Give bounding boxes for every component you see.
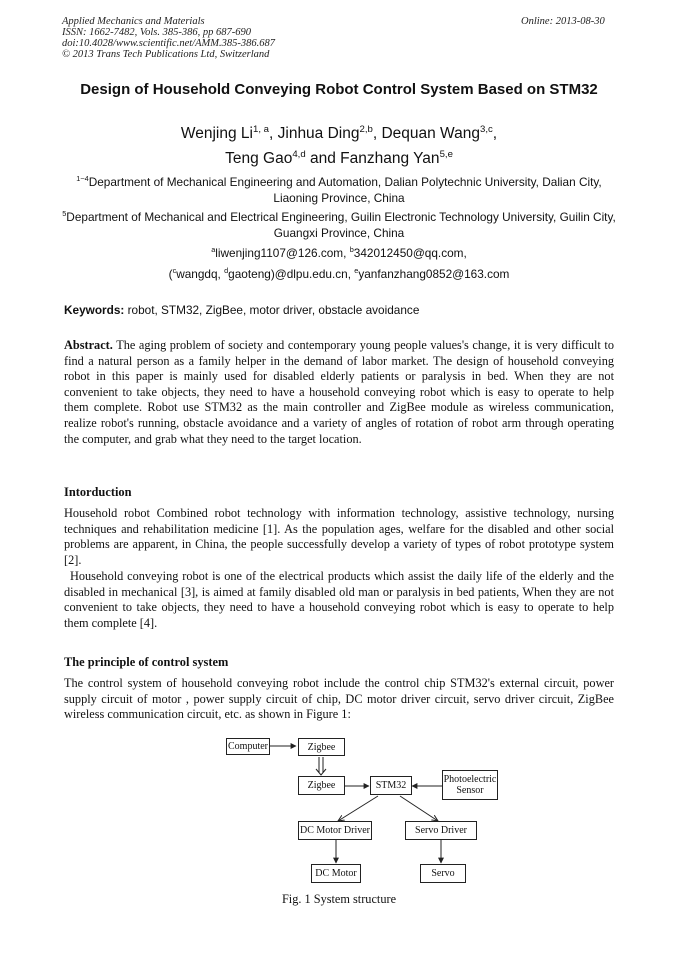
email: yanfanzhang0852@163.com (358, 267, 510, 281)
wireless-link-head (316, 769, 326, 775)
photo-line-1: Photoelectric (443, 774, 497, 785)
paren: ( (168, 267, 173, 281)
affiliation-2 (60, 209, 618, 241)
emails-line-2 (60, 266, 618, 282)
system-structure-figure (220, 730, 520, 890)
author-name: Wenjing Li (180, 125, 253, 142)
email-sup: a (211, 245, 216, 255)
keywords-label: Keywords: (64, 303, 125, 317)
box-stm32: STM32 (370, 776, 412, 795)
author-conjunction: and (309, 150, 336, 167)
affiliation-text: Department of Mechanical Engineering and Automation, Dalian Polytechnic University, Dalian City, Liaoning Province, China (88, 175, 602, 205)
figure-caption: Fig. 1 System structure (281, 892, 397, 906)
photo-line-2: Sensor (456, 785, 484, 796)
box-zigbee: Zigbee (298, 776, 345, 795)
issn-line: ISSN: 1662-7482, Vols. 385-386, pp 687-690 (62, 27, 251, 38)
email: gaoteng)@dlpu.edu.cn, (228, 267, 351, 281)
affiliation-sup: 1~4 (76, 174, 89, 184)
email-sup: b (349, 245, 354, 255)
email-sup: c (172, 266, 177, 276)
email: liwenjing1107@126.com, (215, 246, 347, 260)
author-sup: 4,d (292, 148, 306, 160)
abstract-label: Abstract. (64, 338, 113, 352)
copyright-line: © 2013 Trans Tech Publications Ltd, Switzerland (62, 49, 270, 60)
box-servo: Servo (420, 864, 466, 883)
box-zigbee-top: Zigbee (298, 738, 345, 756)
arrow-stm32-dc-driver (338, 796, 378, 821)
author-sup: 5,e (439, 148, 453, 160)
principle-paragraph-1: The control system of household conveying robot include the control chip STM32's external circuit, power supply circuit of motor , power supply circuit of chip, DC motor driver circuit, servo driver circuit, ZigBee wireless communication circuit, etc. as shown in Figure 1: (64, 676, 614, 722)
box-dc-motor-driver: DC Motor Driver (298, 821, 372, 840)
authors-line-1: Wenjing Li$^{1, a}$, Jinhua Ding$^{2,b}$, Dequan Wang$^{3,c}$, (180, 123, 498, 142)
doi-line: doi:10.4028/www.scientific.net/AMM.385-386.687 (62, 38, 275, 49)
email: wangdq, (176, 267, 221, 281)
author-name: Dequan Wang (381, 125, 480, 142)
box-dc-motor: DC Motor (311, 864, 361, 883)
affiliation-sup: 5 (62, 209, 67, 219)
paper-title: Design of Household Conveying Robot Control System Based on STM32 (80, 81, 598, 98)
intro-paragraph-1: Household robot Combined robot technology with information technology, assistive technology, nursing techniques and rehabilitation medicine [1]. As the population ages, welfare for the disabled and other social problems are apparent, in China, the people successfully develop a variety of types of robot prototype system [2]. (64, 506, 614, 567)
email: 342012450@qq.com, (353, 246, 467, 260)
author-sup: 2,b (359, 123, 373, 135)
author-sup: 1, a (252, 123, 269, 135)
email-sup: d (224, 266, 229, 276)
box-servo-driver: Servo Driver (405, 821, 477, 840)
section-heading-introduction: Intorduction (64, 485, 132, 499)
intro-paragraph-2: Household conveying robot is one of the electrical products which assist the daily life of the elderly and the disabled in mechanical [3], is aimed at family disabled old man or paralysis in bed patients, When they are not convenient to take objects, they need to have a household conveying robot which is easy to operate to help them complete [4]. (64, 569, 614, 630)
affiliation-text: Department of Mechanical and Electrical Engineering, Guilin Electronic Technology University, Guilin City, Guangxi Province, China (66, 210, 616, 240)
author-name: Jinhua Ding (277, 125, 360, 142)
online-date: Online: 2013-08-30 (521, 16, 605, 27)
authors-line-2 (60, 149, 618, 169)
keywords-text: robot, STM32, ZigBee, motor driver, obstacle avoidance (127, 303, 420, 317)
email-sup: e (354, 266, 359, 276)
author-name: Fanzhang Yan (340, 150, 440, 167)
box-photoelectric-sensor (442, 770, 498, 800)
abstract (64, 338, 614, 447)
section-heading-principle: The principle of control system (64, 655, 229, 669)
author-name: Teng Gao (225, 150, 293, 167)
abstract-text: The aging problem of society and contemporary young people values's change, it is very difficult to find a natural person as a family helper in the demand of labor market. The design of household conveying robot in this paper is mainly used for disabled elderly patients or paralysis in bed. When they are not convenient to take objects, they need to have a household conveying robot which is easy to operate to help them complete. Robot use STM32 as the main controller and ZigBee module as wireless communication, realize robot's running, obstacle avoidance and a variety of angles of rotation of robot arm through operating the computer, and grab what they need to the target location. (64, 338, 614, 446)
arrow-stm32-servo-driver (400, 796, 438, 821)
author-sup: 3,c (479, 123, 493, 135)
affiliation-1 (60, 174, 618, 206)
emails-line-1 (60, 245, 618, 261)
journal-name: Applied Mechanics and Materials (62, 16, 205, 27)
box-computer: Computer (226, 738, 270, 755)
keywords (64, 302, 616, 318)
